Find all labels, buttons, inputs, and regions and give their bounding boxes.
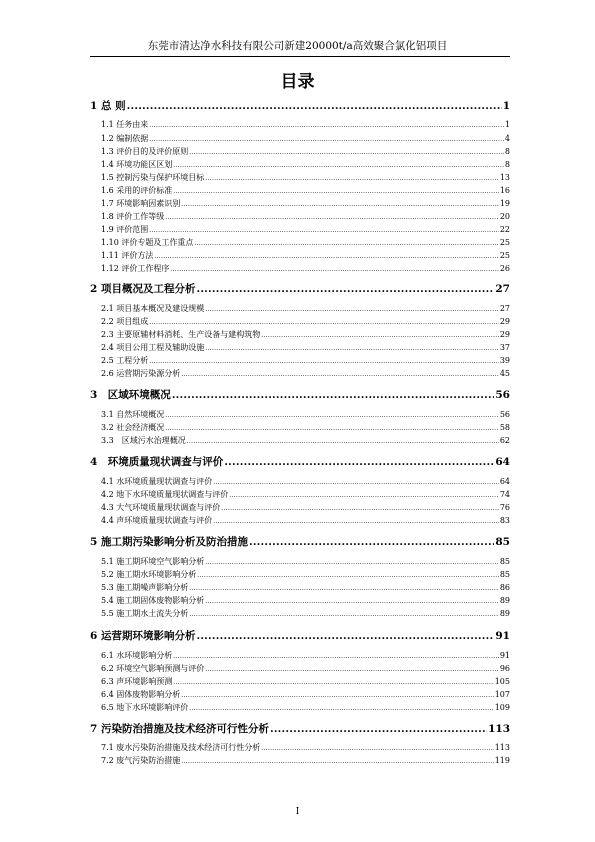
dot-leader [189,704,493,714]
dot-leader [205,665,499,675]
toc-entry-label: 5.3 施工期噪声影响分析 [101,583,189,592]
toc-entry-page: 113 [488,723,510,735]
toc-section-entry[interactable] [101,251,510,262]
toc-entry-label: 4.3 大气环境质量现状调查与评价 [101,503,221,512]
dot-leader [181,757,493,767]
toc-entry-label: 4 环境质量现状调查与评价 [90,456,224,468]
dot-leader [224,456,494,469]
toc-entry-page: 26 [499,264,510,273]
toc-section-entry[interactable] [101,317,510,328]
toc-entry-label: 7.1 废水污染防治措施及技术经济可行性分析 [101,743,261,752]
toc-entry-label: 1.1 任务由来 [101,120,149,129]
toc-chapter-entry[interactable] [90,536,510,549]
dot-leader [165,424,499,434]
toc-entry-page: 91 [495,630,510,642]
dot-leader [261,331,499,341]
toc-entry-page: 39 [499,356,510,365]
toc-entry-label: 6 运营期环境影响分析 [90,630,196,642]
toc-section-entry[interactable] [101,330,510,341]
toc-entry-page: 4 [504,134,510,143]
toc-entry-page: 89 [499,596,510,605]
dot-leader [181,200,499,210]
dot-leader [221,504,499,514]
toc-entry-label: 6.4 固体废物影响分析 [101,690,181,699]
toc-entry-label: 2.3 主要原辅材料消耗、生产设备与建构筑物 [101,330,261,339]
dot-leader [189,148,504,158]
toc-entry-label: 3.2 社会经济概况 [101,423,165,432]
dot-leader [205,597,499,607]
dot-leader [181,370,499,380]
toc-section-entry[interactable] [101,160,510,171]
toc-entry-page: 86 [499,583,510,592]
toc-entry-page: 62 [499,436,510,445]
dot-leader [181,691,493,701]
toc-entry-page: 105 [494,677,510,686]
toc-entry-label: 4.2 地下水环境质量现状调查与评价 [101,490,229,499]
toc-entry-page: 91 [499,651,510,660]
toc-entry-page: 29 [499,330,510,339]
dot-leader [229,491,499,501]
dot-leader [197,571,499,581]
toc-entry-label: 5.5 施工期水土流失分析 [101,609,189,618]
toc-entry-label: 1.7 环境影响因素识别 [101,199,181,208]
toc-entry-page: 1 [504,120,510,129]
dot-leader [173,652,499,662]
toc-section-entry[interactable] [101,369,510,380]
dot-leader [149,318,499,328]
toc-section-entry[interactable] [101,199,510,210]
toc-entry-page: 85 [499,557,510,566]
toc-entry-page: 56 [499,410,510,419]
toc-entry-page: 45 [499,369,510,378]
toc-entry-page: 56 [495,389,510,401]
toc-entry-page: 96 [499,664,510,673]
toc-entry-page: 20 [499,212,510,221]
toc-entry-label: 1.4 环境功能区区划 [101,160,173,169]
toc-section-entry[interactable] [101,690,510,701]
dot-leader [149,121,504,131]
toc-section-entry[interactable] [101,225,510,236]
toc-entry-label: 5.4 施工期固体废物影响分析 [101,596,205,605]
toc-entry-label: 6.3 声环境影响预测 [101,677,173,686]
toc-entry-page: 27 [495,283,510,295]
toc-section-entry[interactable] [101,356,510,367]
toc-entry-label: 5.1 施工期环境空气影响分析 [101,557,205,566]
toc-entry-label: 1 总 则 [90,100,126,112]
toc-entry-page: 119 [494,756,510,765]
toc-entry-page: 8 [504,160,510,169]
toc-entry-page: 58 [499,423,510,432]
toc-entry-page: 113 [494,743,510,752]
dot-leader [205,305,499,315]
toc-section-entry[interactable] [101,664,510,675]
dot-leader [127,100,502,113]
toc-entry-label: 1.12 评价工作程序 [101,264,170,273]
toc-entry-page: 1 [502,100,510,112]
toc-section-entry[interactable] [101,570,510,581]
toc-entry-page: 89 [499,609,510,618]
dot-leader [270,723,487,736]
toc-section-entry[interactable] [101,490,510,501]
toc-chapter-entry[interactable] [90,100,510,113]
dot-leader [213,478,499,488]
dot-leader [196,630,494,643]
toc-section-entry[interactable] [101,677,510,688]
dot-leader [187,437,499,447]
toc-entry-label: 5 施工期污染影响分析及防治措施 [90,536,248,548]
toc-entry-label: 3 区域环境概况 [90,389,171,401]
page-number: I [295,807,300,817]
toc-entry-page: 107 [494,690,510,699]
toc-chapter-entry[interactable] [90,283,510,296]
dot-leader [196,283,494,296]
dot-leader [205,174,499,184]
toc-section-entry[interactable] [101,134,510,145]
toc-section-entry[interactable] [101,186,510,197]
dot-leader [189,584,499,594]
toc-entry-label: 2.5 工程分析 [101,356,149,365]
toc-entry-label: 1.11 评价方法 [101,251,154,260]
toc-section-entry[interactable] [101,120,510,131]
toc-section-entry[interactable] [101,516,510,527]
toc-section-entry[interactable] [101,147,510,158]
dot-leader [173,161,504,171]
toc-chapter-entry[interactable] [90,456,510,469]
toc-entry-label: 2.2 项目组成 [101,317,149,326]
toc-entry-page: 85 [499,570,510,579]
toc-entry-label: 4.4 声环境质量现状调查与评价 [101,516,213,525]
toc-section-entry[interactable] [101,583,510,594]
toc-entry-page: 25 [499,238,510,247]
toc-entry-label: 1.8 评价工作等级 [101,212,165,221]
toc-entry-label: 2.6 运营期污染源分析 [101,369,181,378]
toc-entry-page: 13 [499,173,510,182]
dot-leader [189,610,499,620]
dot-leader [194,239,498,249]
toc-entry-label: 1.5 控制污染与保护环境目标 [101,173,205,182]
toc-section-entry[interactable] [101,264,510,275]
toc-entry-label: 4.1 水环境质量现状调查与评价 [101,477,213,486]
toc-entry-label: 1.3 评价目的及评价原则 [101,147,189,156]
toc-entry-label: 2.4 项目公用工程及辅助设施 [101,343,205,352]
toc-chapter-entry[interactable] [90,630,510,643]
toc-entry-label: 3.3 区域污水治理概况 [101,436,186,445]
toc-entry-page: 85 [495,536,510,548]
toc-section-entry[interactable] [101,436,510,447]
toc-entry-page: 8 [504,147,510,156]
toc-entry-label: 6.2 环境空气影响预测与评价 [101,664,205,673]
dot-leader [165,213,499,223]
toc-section-entry[interactable] [101,503,510,514]
toc-section-entry[interactable] [101,743,510,754]
toc-section-entry[interactable] [101,609,510,620]
toc-section-entry[interactable] [101,557,510,568]
toc-entry-page: 83 [499,516,510,525]
dot-leader [249,536,494,549]
toc-entry-label: 1.10 评价专题及工作重点 [101,238,194,247]
toc-section-entry[interactable] [101,651,510,662]
toc-entry-label: 7.2 废气污染防治措施 [101,756,181,765]
toc-title: 目录 [280,72,315,92]
dot-leader [149,135,504,145]
toc-section-entry[interactable] [101,343,510,354]
toc-chapter-entry[interactable] [90,389,510,402]
toc-entry-page: 64 [499,477,510,486]
dot-leader [149,357,499,367]
toc-entry-page: 74 [499,490,510,499]
toc-section-entry[interactable] [101,596,510,607]
dot-leader [213,517,499,527]
toc-section-entry[interactable] [101,173,510,184]
dot-leader [165,411,499,421]
toc-entry-label: 2 项目概况及工程分析 [90,283,196,295]
dot-leader [170,265,498,275]
dot-leader [173,678,493,688]
dot-leader [205,558,499,568]
toc-entry-label: 2.1 项目基本概况及建设规模 [101,304,205,313]
toc-entry-page: 19 [499,199,510,208]
toc-entry-page: 27 [499,304,510,313]
dot-leader [205,344,499,354]
toc-section-entry[interactable] [101,477,510,488]
toc-entry-page: 76 [499,503,510,512]
toc-entry-page: 29 [499,317,510,326]
toc-section-entry[interactable] [101,703,510,714]
toc-entry-label: 5.2 施工期水环境影响分析 [101,570,197,579]
toc-entry-page: 64 [495,456,510,468]
toc-section-entry[interactable] [101,238,510,249]
running-header: 东莞市清达净水科技有限公司新建20000t/a高效聚合氯化铝项目 [147,40,448,52]
toc-chapter-entry[interactable] [90,723,510,736]
toc-section-entry[interactable] [101,304,510,315]
toc-entry-page: 22 [499,225,510,234]
toc-entry-label: 1.9 评价范围 [101,225,149,234]
toc-entry-label: 1.6 采用的评价标准 [101,186,173,195]
dot-leader [172,389,495,402]
toc-entry-label: 6.5 地下水环境影响评价 [101,703,189,712]
dot-leader [154,252,498,262]
dot-leader [173,187,499,197]
toc-section-entry[interactable] [101,756,510,767]
toc-entry-label: 1.2 编制依据 [101,134,149,143]
toc-entry-page: 37 [499,343,510,352]
toc-section-entry[interactable] [101,212,510,223]
toc-entry-label: 3.1 自然环境概况 [101,410,165,419]
toc-entry-page: 25 [499,251,510,260]
dot-leader [261,744,493,754]
toc-entry-label: 6.1 水环境影响分析 [101,651,173,660]
toc-entry-page: 109 [494,703,510,712]
toc-section-entry[interactable] [101,423,510,434]
dot-leader [149,226,499,236]
toc-entry-page: 16 [499,186,510,195]
toc-section-entry[interactable] [101,410,510,421]
toc-entry-label: 7 污染防治措施及技术经济可行性分析 [90,723,269,735]
